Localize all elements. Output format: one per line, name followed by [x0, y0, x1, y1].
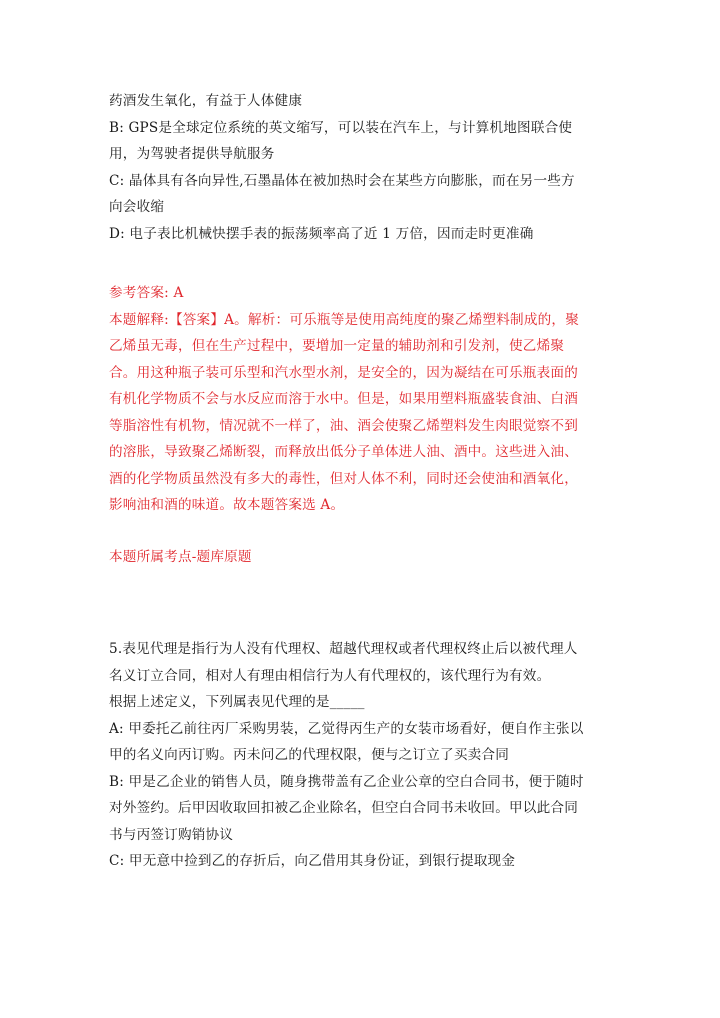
option-b: B: GPS是全球定位系统的英文缩写，可以装在汽车上，与计算机地图联合使 [109, 119, 573, 136]
explanation-line: 等脂溶性有机物，情况就不一样了，油、酒会使聚乙烯塑料发生肉眼觉察不到 [109, 417, 578, 434]
question-5 [109, 636, 617, 875]
previous-question-options [109, 88, 617, 247]
option-c: C: 晶体具有各向异性,石墨晶体在被加热时会在某些方向膨胀，而在另一些方 [109, 172, 575, 189]
explanation-line: 有机化学物质不会与水反应而溶于水中。但是，如果用塑料瓶盛装食油、白酒 [109, 391, 578, 407]
explanation-line: 的溶胀，导致聚乙烯断裂，而释放出低分子单体进人油、酒中。这些进入油、 [109, 444, 578, 460]
option-b: B: 甲是乙企业的销售人员，随身携带盖有乙企业公章的空白合同书，便于随时 [109, 773, 584, 790]
explanation-line: 影响油和酒的味道。故本题答案选 A。 [109, 497, 345, 513]
explanation-line: 乙烯虽无毒，但在生产过程中，要增加一定量的辅助剂和引发剂，使乙烯聚 [109, 338, 565, 354]
question-stem: 名义订立合同，相对人有理由相信行为人有代理权的，该代理行为有效。 [109, 667, 551, 684]
question-prompt: 根据上述定义，下列属表见代理的是_____ [109, 694, 365, 710]
option-d: D: 电子表比机械快摆手表的振荡频率高了近 1 万倍，因而走时更准确 [109, 225, 534, 242]
answer-source: 本题所属考点-题库原题 [109, 548, 252, 565]
option-a: A: 甲委托乙前往丙厂采购男装，乙觉得丙生产的女装市场看好，便自作主张以 [109, 720, 584, 737]
answer-label: 参考答案: A [109, 285, 184, 301]
question-stem: 5.表见代理是指行为人没有代理权、超越代理权或者代理权终止后以被代理人 [109, 641, 578, 657]
option-c-continuation: 向会收缩 [109, 199, 165, 215]
option-b-continuation: 用，为驾驶者提供导航服务 [109, 146, 275, 162]
explanation-line: 酒的化学物质虽然没有多大的毒性，但对人体不利，同时还会使油和酒氧化， [109, 470, 578, 487]
explanation-line: 本题解释:【答案】A。解析：可乐瓶等是使用高纯度的聚乙烯塑料制成的，聚 [109, 311, 579, 328]
explanation-line: 合。用这种瓶子装可乐型和汽水型水剂，是安全的，因为凝结在可乐瓶表面的 [109, 364, 578, 381]
option-c: C: 甲无意中捡到乙的存折后，向乙借用其身份证，到银行提取现金 [109, 853, 516, 869]
option-a-continuation: 药酒发生氧化，有益于人体健康 [109, 93, 303, 109]
option-a-continuation: 甲的名义向丙订购。丙未问乙的代理权限，便与之订立了买卖合同 [109, 747, 510, 763]
option-b-continuation: 对外签约。后甲因收取回扣被乙企业除名，但空白合同书未收回。甲以此合同 [109, 800, 578, 816]
document-page [109, 88, 617, 875]
option-b-continuation: 书与丙签订购销协议 [109, 826, 234, 843]
answer-section [109, 280, 617, 570]
